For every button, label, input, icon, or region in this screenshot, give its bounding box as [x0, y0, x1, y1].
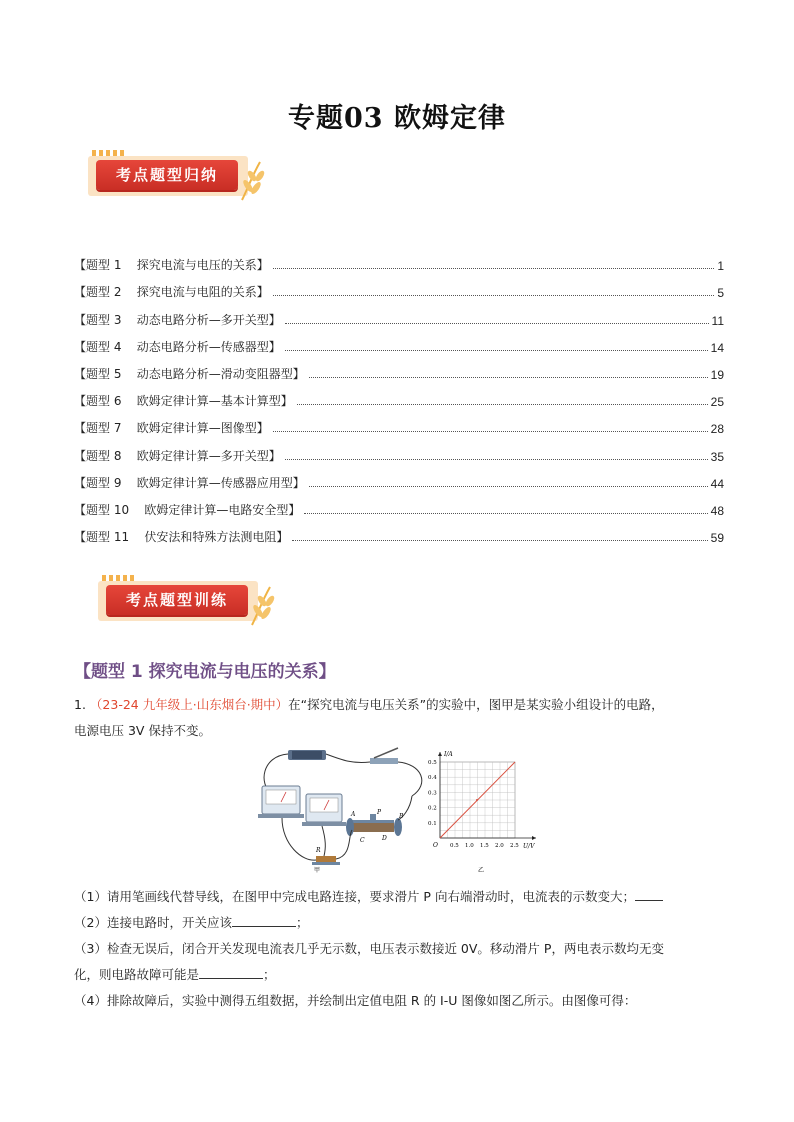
- caption-a: 甲: [314, 867, 321, 874]
- sub-question-2: （2）连接电路时，开关应该 ；: [74, 915, 309, 930]
- section-heading: 【题型 1 探究电流与电压的关系】: [74, 662, 336, 682]
- toc-item[interactable]: [74, 273, 724, 300]
- toc-item-page: 44: [710, 476, 724, 491]
- toc-item[interactable]: [74, 382, 724, 409]
- circuit-apparatus: [258, 748, 422, 874]
- toc-item-label: 【题型 8 欧姆定律计算—多开关型】: [74, 448, 281, 463]
- toc-leader-dots: [273, 430, 708, 432]
- toc-item-label: 【题型 4 动态电路分析—传感器型】: [74, 339, 281, 354]
- experiment-figure: [252, 744, 542, 874]
- question-intro-text-2: 电源电压 3V 保持不变。: [74, 723, 211, 738]
- y-tick-label: 0.3: [428, 790, 437, 797]
- question-number: 1.: [74, 697, 86, 712]
- toc-item-label: 【题型 5 动态电路分析—滑动变阻器型】: [74, 366, 305, 381]
- label-r: R: [316, 847, 321, 854]
- data-point: [476, 799, 478, 801]
- toc-item-page: 28: [710, 422, 724, 437]
- x-tick-label: 1.5: [480, 843, 489, 849]
- toc-item[interactable]: [74, 518, 724, 545]
- toc-item-page: 19: [710, 367, 724, 382]
- toc-item[interactable]: [74, 436, 724, 463]
- toc-item-label: 【题型 3 动态电路分析—多开关型】: [74, 312, 281, 327]
- section-banner-training: [98, 575, 288, 631]
- label-c: C: [360, 837, 365, 844]
- answer-blank-2[interactable]: [232, 914, 296, 927]
- caption-b: 乙: [478, 867, 485, 874]
- toc-item-page: 35: [710, 449, 724, 464]
- toc-leader-dots: [309, 376, 708, 378]
- y-tick-label: 0.1: [428, 820, 437, 827]
- question-source: （23-24 九年级上·山东烟台·期中）: [89, 697, 289, 712]
- wheat-leaf-icon: [238, 158, 268, 202]
- toc-item-page: 5: [717, 286, 724, 301]
- table-of-contents: [74, 246, 724, 545]
- sub-question-3: （3）检查无误后，闭合开关发现电流表几乎无示数，电压表示数接近 0V。移动滑片 P，两电表示数均无变 化，则电路故障可能是 ；: [74, 941, 664, 982]
- toc-leader-dots: [285, 458, 708, 460]
- x-tick-label: 0.5: [450, 843, 459, 849]
- x-tick-label: 2.0: [495, 843, 504, 849]
- toc-item[interactable]: [74, 328, 724, 355]
- rheostat: [352, 822, 394, 832]
- toc-item-label: 【题型 11 伏安法和特殊方法测电阻】: [74, 530, 289, 545]
- y-tick-labels: [428, 760, 437, 827]
- x-axis-label: U/V: [523, 843, 535, 850]
- sub-question-4: （4）排除故障后，实验中测得五组数据，并绘制出定值电阻 R 的 I-U 图像如图乙所示。由图像可得：: [74, 993, 637, 1008]
- y-tick-label: 0.4: [428, 775, 437, 782]
- toc-item-page: 11: [711, 313, 724, 328]
- question-intro: [74, 692, 726, 744]
- toc-item-page: 25: [710, 395, 724, 410]
- toc-item-label: 【题型 2 探究电流与电阻的关系】: [74, 285, 269, 300]
- x-tick-labels: [450, 843, 519, 849]
- banner-label: 考点题型训练: [106, 585, 248, 615]
- resistor: [316, 856, 336, 862]
- toc-leader-dots: [273, 267, 715, 269]
- toc-item[interactable]: [74, 355, 724, 382]
- toc-leader-dots: [309, 485, 708, 487]
- answer-blank-3[interactable]: [199, 966, 263, 979]
- wheat-leaf-icon: [248, 583, 278, 627]
- toc-item-page: 59: [710, 531, 724, 546]
- toc-item[interactable]: [74, 300, 724, 327]
- origin-label: O: [433, 842, 438, 849]
- label-d: D: [382, 835, 387, 842]
- label-b: B: [399, 813, 404, 820]
- toc-item-label: 【题型 9 欧姆定律计算—传感器应用型】: [74, 475, 305, 490]
- iu-graph: [428, 751, 536, 874]
- label-a: A: [351, 811, 356, 818]
- label-p: P: [377, 809, 382, 816]
- toc-item-label: 【题型 1 探究电流与电压的关系】: [74, 258, 269, 273]
- y-axis-label: I/A: [444, 751, 453, 758]
- y-tick-label: 0.5: [428, 760, 437, 766]
- question-intro-text: 在“探究电流与电压关系”的实验中，图甲是某实验小组设计的电路，: [288, 697, 664, 712]
- x-tick-label: 2.5: [510, 843, 519, 849]
- toc-leader-dots: [285, 349, 708, 351]
- toc-leader-dots: [285, 322, 709, 324]
- y-tick-label: 0.2: [428, 805, 437, 812]
- toc-item-page: 48: [710, 503, 724, 518]
- sub-question-1: （1）请用笔画线代替导线，在图甲中完成电路连接，要求滑片 P 向右端滑动时，电流表的示数变大；: [74, 884, 726, 910]
- toc-item-label: 【题型 7 欧姆定律计算—图像型】: [74, 421, 269, 436]
- toc-leader-dots: [273, 294, 715, 296]
- toc-item[interactable]: [74, 409, 724, 436]
- toc-item[interactable]: [74, 464, 724, 491]
- toc-item-page: 14: [710, 340, 724, 355]
- toc-item[interactable]: [74, 491, 724, 518]
- toc-leader-dots: [292, 539, 707, 541]
- toc-item[interactable]: [74, 246, 724, 273]
- toc-leader-dots: [297, 403, 708, 405]
- toc-item-page: 1: [717, 259, 724, 274]
- answer-blank-1[interactable]: [635, 888, 663, 901]
- question-body: [74, 884, 726, 1014]
- page-title: 专题03 欧姆定律: [288, 103, 506, 134]
- x-tick-label: 1.0: [465, 843, 474, 849]
- section-banner-summary: [88, 150, 278, 206]
- toc-leader-dots: [304, 512, 707, 514]
- toc-item-label: 【题型 10 欧姆定律计算—电路安全型】: [74, 502, 301, 517]
- banner-label: 考点题型归纳: [96, 160, 238, 190]
- switch: [370, 758, 398, 764]
- toc-item-label: 【题型 6 欧姆定律计算—基本计算型】: [74, 394, 293, 409]
